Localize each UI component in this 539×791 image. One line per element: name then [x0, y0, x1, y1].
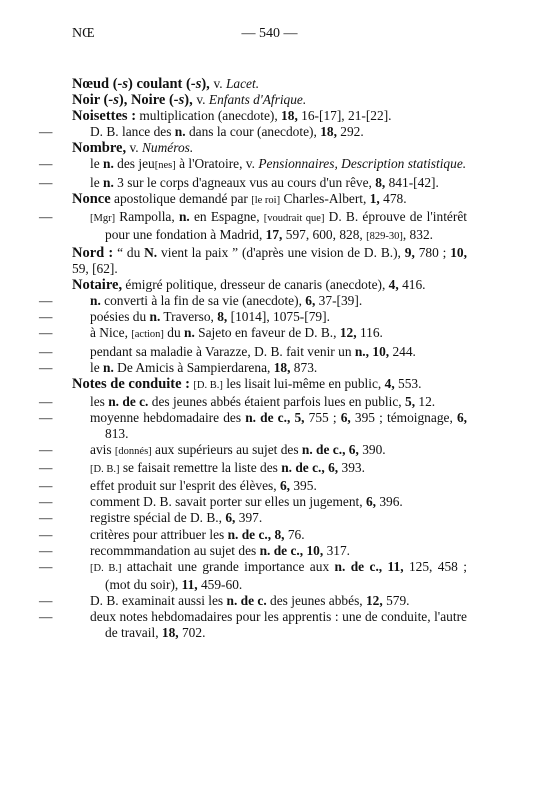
cross-ref: Pensionnaires, Description statistique.	[258, 156, 467, 172]
bold-ref: 8,	[375, 174, 386, 190]
headword: Nord :	[72, 244, 114, 261]
entry-text: v.	[196, 92, 209, 108]
headword: -s	[173, 92, 185, 109]
cross-ref: Lacet.	[225, 76, 260, 91]
entry-text: v.	[213, 76, 226, 91]
entry-text: Sajeto en faveur de D. B.,	[194, 325, 340, 341]
entry-text: Charles-Albert,	[280, 190, 370, 206]
entry-text: critères pour attribuer les	[90, 526, 228, 542]
entry-text: , 832.	[402, 226, 433, 242]
entry-text: multiplication (anecdote),	[136, 108, 282, 124]
subentry-dash: —	[39, 393, 53, 409]
bold-ref: 11,	[181, 576, 198, 592]
index-entry	[72, 140, 467, 156]
editorial-insert: [action]	[131, 329, 164, 341]
headword: Nombre,	[72, 140, 127, 157]
entry-text: Rampolla,	[115, 208, 179, 224]
bold-ref: 5,	[294, 409, 305, 425]
bold-ref: n. de c.,	[301, 442, 346, 458]
bold-ref: n. de c.,	[259, 542, 304, 558]
index-entry	[72, 108, 467, 124]
entry-text: 395.	[290, 478, 317, 494]
index-subentry	[39, 208, 467, 245]
editorial-insert: [829-30]	[366, 230, 403, 242]
entry-text: 780 ;	[414, 244, 451, 260]
bold-ref: 12,	[339, 325, 357, 341]
headword: ),	[184, 92, 197, 109]
subentry-dash: —	[39, 510, 53, 526]
index-subentry	[39, 124, 467, 140]
entry-text: [1014], 1075-[79].	[227, 309, 330, 325]
headword: -s	[117, 76, 129, 92]
headword: ) coulant (	[128, 76, 191, 92]
entry-text: 873.	[290, 359, 318, 375]
editorial-insert: [D. B.]	[193, 379, 223, 391]
entry-text: effet produit sur l'esprit des élèves,	[90, 478, 280, 494]
index-subentry	[39, 526, 467, 543]
entry-text: 59, [62].	[72, 261, 118, 277]
index-entries	[39, 76, 467, 641]
bold-ref: n. de c.	[108, 393, 149, 409]
bold-ref: 6,	[340, 409, 351, 425]
index-subentry	[39, 409, 467, 442]
subentry-dash: —	[39, 442, 53, 458]
index-subentry	[39, 309, 467, 325]
bold-ref: 12,	[365, 592, 383, 608]
entry-text: 317.	[323, 542, 350, 558]
subentry-dash: —	[39, 208, 53, 224]
bold-ref: n.	[174, 124, 186, 140]
entry-text: 16-[17], 21-[22].	[297, 108, 392, 124]
entry-text: 702.	[178, 625, 206, 641]
bold-ref: n.	[103, 156, 114, 172]
index-subentry	[39, 494, 467, 510]
entry-text: des jeu	[113, 156, 155, 172]
headword: Nœud (	[72, 76, 118, 92]
bold-ref: N.	[144, 244, 158, 260]
index-subentry	[39, 558, 467, 593]
index-entry	[72, 277, 467, 293]
entry-text: recommmandation au sujet des	[90, 542, 260, 558]
bold-ref: n. de c.,	[227, 526, 272, 542]
headword: Notes de conduite :	[72, 375, 191, 392]
entry-text: se faisait remettre la liste des	[119, 460, 282, 476]
subentry-dash: —	[39, 558, 53, 574]
bold-ref: 6,	[365, 494, 376, 510]
index-subentry	[39, 592, 467, 609]
index-subentry	[39, 478, 467, 494]
entry-text: pendant sa maladie à Varazze, D. B. fait venir un	[90, 343, 355, 359]
entry-text: 37-[39].	[315, 293, 363, 309]
bold-ref: 11,	[387, 558, 404, 574]
subentry-dash: —	[39, 592, 53, 608]
bold-ref: n.,	[354, 343, 370, 359]
index-entry	[72, 245, 467, 277]
subentry-dash: —	[39, 293, 53, 309]
entry-text: 395 ; témoignage,	[350, 409, 457, 425]
index-subentry	[39, 442, 467, 460]
headword: Noir (	[72, 92, 109, 109]
entry-text: 393.	[338, 460, 365, 476]
entry-text: le	[90, 174, 104, 190]
bold-ref: 6,	[328, 460, 339, 476]
bold-ref: 10,	[306, 542, 324, 558]
entry-text: 76.	[284, 526, 305, 542]
cross-ref: Numéros.	[141, 140, 194, 156]
subentry-dash: —	[39, 156, 53, 172]
bold-ref: 18,	[281, 108, 298, 124]
editorial-insert: [voudrait que]	[263, 212, 325, 224]
entry-text: deux notes hebdomadaires pour les apprentis : une de conduite, l'autre de travail,	[90, 609, 467, 641]
entry-text: 396.	[375, 494, 403, 510]
entry-text: les lisait lui-même en public,	[222, 375, 385, 391]
subentry-dash: —	[39, 542, 53, 558]
headword: -s	[190, 76, 202, 92]
subentry-dash: —	[39, 478, 53, 494]
index-subentry	[39, 609, 467, 641]
entry-text: le	[90, 359, 104, 375]
subentry-dash: —	[39, 174, 53, 190]
bold-ref: 6,	[305, 293, 316, 309]
entry-text: D. B. examinait aussi les	[90, 592, 227, 608]
editorial-insert: [le roi]	[251, 194, 281, 206]
entry-text: à Nice,	[90, 325, 132, 341]
entry-text: registre spécial de D. B.,	[90, 510, 226, 526]
index-subentry	[39, 359, 467, 376]
entry-text: avis	[90, 442, 115, 458]
bold-ref: 10,	[450, 244, 467, 260]
bold-ref: n.	[184, 325, 195, 341]
subentry-dash: —	[39, 494, 53, 510]
entry-text: 390.	[358, 442, 386, 458]
bold-ref: n.	[103, 359, 114, 375]
bold-ref: 18,	[273, 359, 291, 375]
bold-ref: 18,	[161, 625, 179, 641]
index-subentry	[39, 156, 467, 174]
entry-text: 755 ;	[304, 409, 341, 425]
entry-text: Traverso,	[160, 309, 218, 325]
entry-text: 553.	[394, 375, 422, 391]
entry-text: v.	[126, 140, 142, 156]
bold-ref: 4,	[384, 375, 395, 391]
entry-text: 813.	[105, 425, 129, 441]
entry-text: vient la paix ” (d'après une vision de D. B.),	[157, 244, 405, 260]
index-subentry	[39, 343, 467, 360]
entry-text: comment D. B. savait porter sur elles un jugement,	[90, 494, 366, 510]
editorial-insert: [D. B.]	[90, 562, 122, 574]
entry-text: 459-60.	[197, 576, 243, 592]
subentry-dash: —	[39, 526, 53, 542]
entry-text: 478.	[379, 190, 407, 206]
subentry-dash: —	[39, 359, 53, 375]
entry-text: converti à la fin de sa vie (anecdote),	[100, 293, 306, 309]
entry-text: 116.	[356, 325, 383, 341]
headword: Nonce	[72, 190, 111, 207]
bold-ref: n.	[178, 208, 190, 224]
index-subentry	[39, 325, 467, 343]
entry-text: 579.	[382, 592, 410, 608]
editorial-insert: [Mgr]	[90, 212, 116, 224]
index-subentry	[39, 174, 467, 191]
entry-text: 841-[42].	[385, 174, 439, 190]
headword: -s	[108, 92, 119, 109]
entry-text: 12.	[415, 393, 436, 409]
bold-ref: 6,	[225, 510, 236, 526]
bold-ref: 18,	[320, 124, 337, 140]
editorial-insert: [nes]	[154, 160, 176, 172]
index-entry	[72, 191, 467, 209]
page-header	[0, 26, 539, 44]
entry-text: les	[90, 393, 109, 409]
entry-text: D. B. lance des	[90, 124, 175, 140]
bold-ref: 6,	[456, 409, 467, 425]
bold-ref: n. de c.,	[245, 409, 291, 425]
bold-ref: 10,	[372, 343, 390, 359]
entry-text: “ du	[113, 244, 145, 260]
bold-ref: 1,	[369, 190, 380, 206]
cross-ref: Enfants d'Afrique.	[208, 92, 307, 108]
bold-ref: 5,	[405, 393, 416, 409]
index-subentry	[39, 542, 467, 559]
entry-text: poésies du	[90, 309, 150, 325]
bold-ref: 4,	[388, 277, 399, 293]
bold-ref: 8,	[274, 526, 285, 542]
bold-ref: n. de c.,	[334, 558, 383, 574]
entry-text: des jeunes abbés,	[266, 592, 366, 608]
entry-text: 244.	[389, 343, 416, 359]
entry-text: aux supérieurs au sujet des	[151, 442, 302, 458]
subentry-dash: —	[39, 309, 53, 325]
entry-text: 597, 600, 828,	[282, 226, 367, 242]
headword: Noisettes :	[72, 108, 137, 125]
index-entry	[72, 76, 467, 92]
index-entry	[72, 92, 467, 108]
page-number: — 540 —	[241, 26, 298, 41]
bold-ref: n. de c.,	[281, 460, 325, 476]
editorial-insert: [D. B.]	[90, 464, 120, 476]
subentry-dash: —	[39, 409, 53, 425]
bold-ref: n.	[103, 174, 114, 190]
subentry-dash: —	[39, 460, 53, 476]
entry-text: 397.	[235, 510, 263, 526]
bold-ref: 17,	[265, 226, 283, 242]
entry-text: 416.	[398, 277, 426, 293]
entry-text: moyenne hebdomadaire des	[90, 409, 246, 425]
headword: Notaire,	[72, 277, 123, 294]
entry-text: à l'Oratoire, v.	[175, 156, 259, 172]
index-entry	[72, 376, 467, 394]
bold-ref: n.	[90, 293, 101, 309]
bold-ref: n. de c.	[226, 592, 267, 608]
bold-ref: 6,	[279, 478, 291, 494]
headword: ),	[201, 76, 214, 92]
entry-text: De Amicis à Sampierdarena,	[113, 359, 274, 375]
index-subentry	[39, 460, 467, 478]
entry-text: en Espagne,	[189, 208, 264, 224]
editorial-insert: [donnés]	[114, 446, 152, 458]
headword: ), Noire (	[118, 92, 174, 109]
entry-text: des jeunes abbés étaient parfois lues en public,	[148, 393, 405, 409]
entry-text: attachait une grande importance aux	[121, 558, 335, 574]
entry-text: émigré politique, dresseur de canaris (anecdote),	[122, 277, 389, 293]
entry-text: 125, 458 ; (mot du soir),	[105, 558, 467, 592]
entry-text: D. B. éprouve de l'intérêt pour une fondation à Madrid,	[105, 208, 467, 242]
subentry-dash: —	[39, 343, 53, 359]
entry-text: le	[90, 156, 104, 172]
bold-ref: 6,	[348, 442, 359, 458]
bold-ref: 8,	[217, 309, 228, 325]
bold-ref: n.	[149, 309, 161, 325]
index-subentry	[39, 293, 467, 309]
entry-text: 292.	[336, 124, 364, 140]
entry-text: du	[163, 325, 185, 341]
entry-text: dans la cour (anecdote),	[185, 124, 321, 140]
index-subentry	[39, 393, 467, 410]
subentry-dash: —	[39, 325, 53, 341]
index-subentry	[39, 510, 467, 526]
subentry-dash: —	[39, 609, 53, 624]
running-head: NŒ	[72, 26, 95, 41]
bold-ref: 9,	[404, 244, 415, 260]
subentry-dash: —	[39, 124, 53, 140]
entry-text: 3 sur le corps d'agneaux vus au cours d'un rêve,	[113, 174, 376, 190]
entry-text: apostolique demandé par	[110, 190, 252, 206]
